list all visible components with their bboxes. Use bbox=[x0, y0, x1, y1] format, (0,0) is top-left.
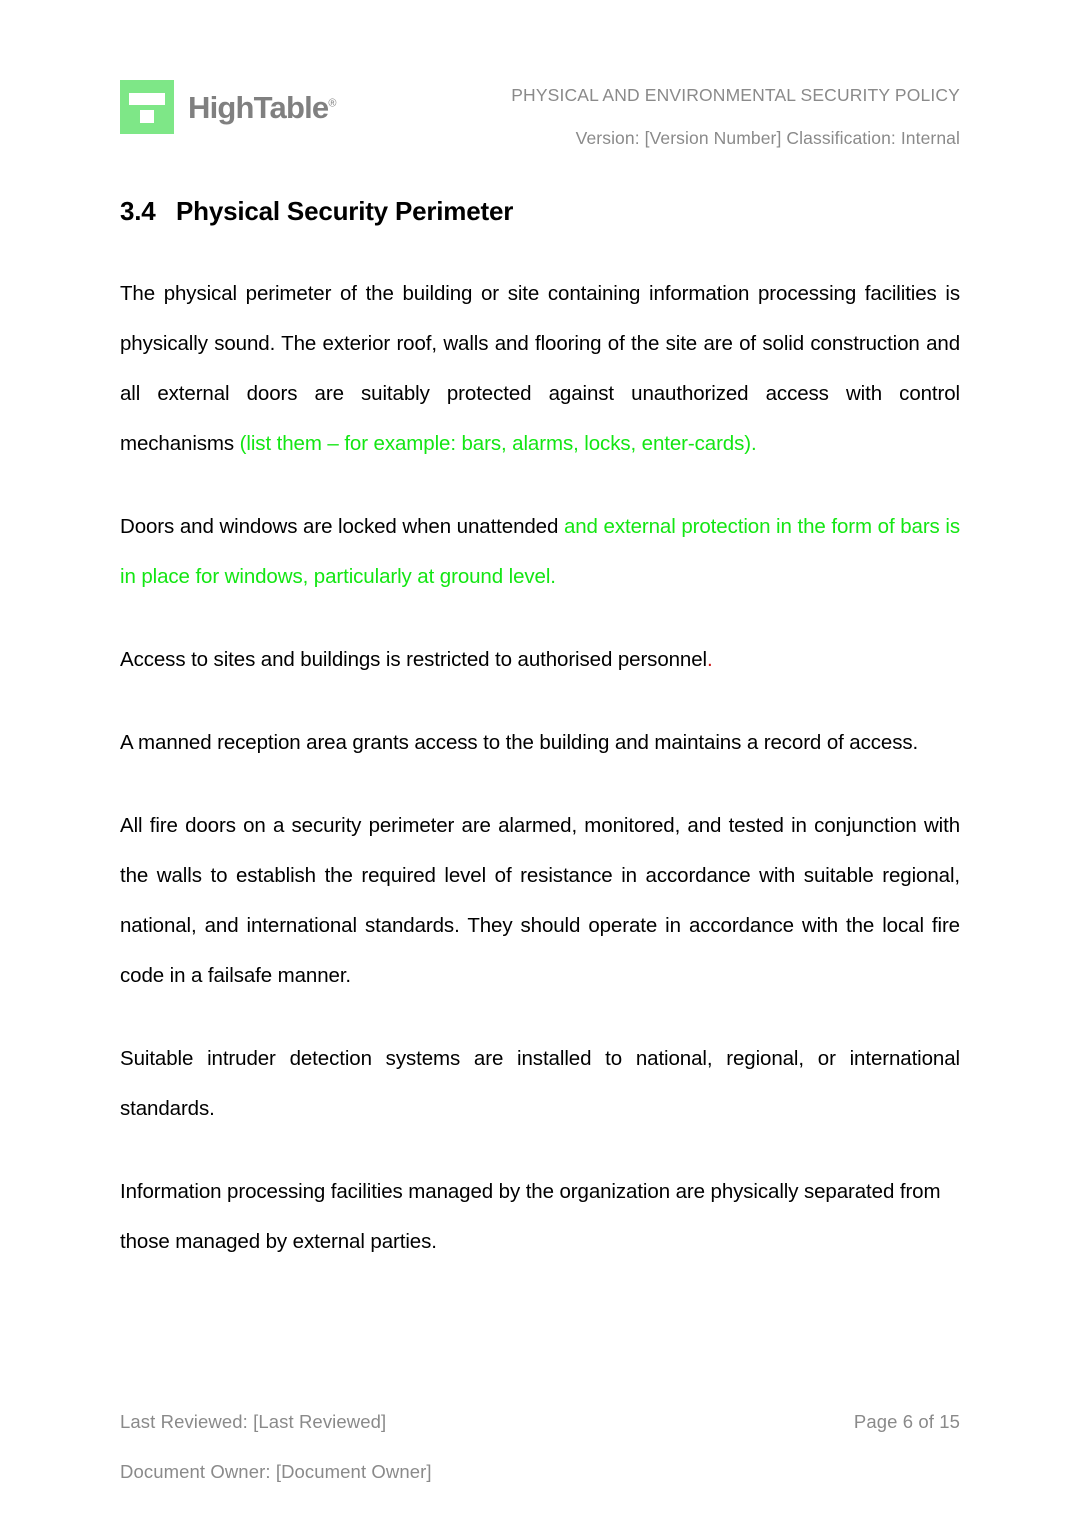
footer-row-primary bbox=[120, 1410, 960, 1434]
paragraph-1-green-run: (list them – for example: bars, alarms, locks, enter-cards). bbox=[239, 432, 757, 456]
hightable-table-icon bbox=[120, 80, 174, 134]
paragraph-5-black-run: All fire doors on a security perimeter are alarmed, monitored, and tested in conjunction with the walls to establish the required level of resistance in accordance with suitable regional, national, and international standards. They should operate in accordance with the local fire code in a failsafe manner. bbox=[120, 814, 960, 988]
page-header bbox=[120, 72, 960, 152]
brand-logo bbox=[120, 80, 336, 134]
last-reviewed-label: Last Reviewed: [Last Reviewed] bbox=[120, 1410, 387, 1432]
header-text-block bbox=[511, 72, 960, 150]
document-version-classification: Version: [Version Number] Classification: Internal bbox=[575, 127, 960, 148]
brand-wordmark bbox=[188, 89, 337, 125]
table-stem bbox=[140, 110, 154, 123]
document-body bbox=[120, 196, 960, 1300]
paragraph-2-green-run: and external protection in the form of bars is in place for windows, particularly at ground level. bbox=[120, 515, 960, 589]
paragraph-1 bbox=[120, 269, 960, 469]
paragraph-3 bbox=[120, 635, 960, 685]
paragraph-4-green-run: A manned reception area grants access to the building and maintains a record of access. bbox=[120, 731, 919, 755]
paragraph-5 bbox=[120, 801, 960, 1001]
document-title: PHYSICAL AND ENVIRONMENTAL SECURITY POLICY bbox=[511, 85, 960, 105]
paragraph-7 bbox=[120, 1167, 960, 1267]
section-heading bbox=[120, 196, 960, 227]
paragraph-7-green-run: Information processing facilities managed by the organization are physically separated from those managed by external parties. bbox=[120, 1180, 941, 1254]
paragraph-2 bbox=[120, 502, 960, 602]
section-number: 3.4 bbox=[120, 196, 156, 226]
paragraph-3-black-run: Access to sites and buildings is restricted to authorised personnel bbox=[120, 648, 707, 672]
registered-trademark-icon: ® bbox=[328, 97, 337, 110]
page-number: Page 6 of 15 bbox=[853, 1410, 960, 1432]
paragraph-3-red-period: . bbox=[706, 648, 713, 672]
brand-wordmark-text: HighTable bbox=[188, 89, 329, 125]
paragraph-6 bbox=[120, 1034, 960, 1134]
paragraph-1-black-run: The physical perimeter of the building or site containing information processing facilities is physically sound. The exterior roof, walls and flooring of the site are of solid construction and all external doors are suitably protected against unauthorized access with control mechanisms bbox=[120, 282, 960, 456]
document-owner-label: Document Owner: [Document Owner] bbox=[120, 1460, 432, 1482]
paragraph-6-black-run: Suitable intruder detection systems are installed to national, regional, or international standards. bbox=[120, 1047, 960, 1121]
footer-row-secondary bbox=[120, 1460, 960, 1484]
paragraph-4 bbox=[120, 718, 960, 768]
page-footer bbox=[120, 1410, 960, 1484]
section-title: Physical Security Perimeter bbox=[176, 196, 514, 226]
table-top-bar bbox=[129, 93, 165, 105]
paragraph-2-black-run: Doors and windows are locked when unattended bbox=[120, 515, 564, 539]
